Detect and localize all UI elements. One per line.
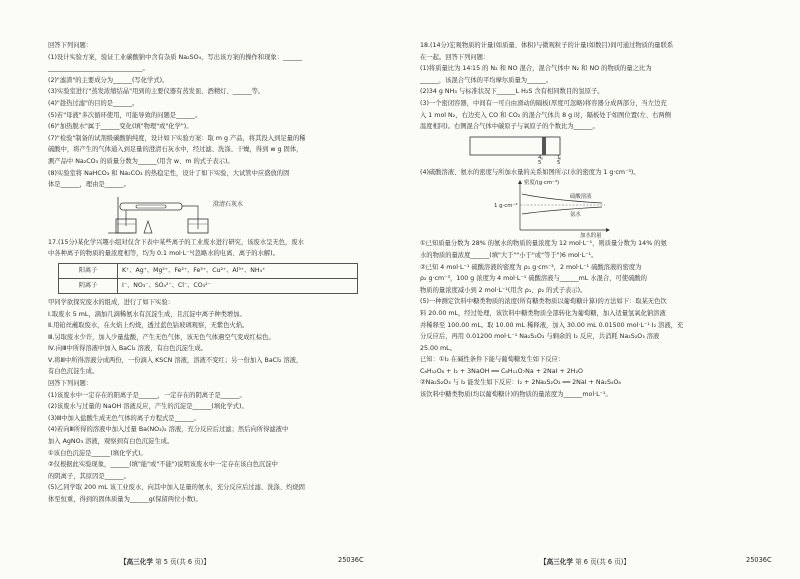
- text-line: (4)"趁热过滤"的目的是______。: [48, 99, 139, 107]
- figure-label: 澄清石灰水: [213, 200, 244, 208]
- text-line: C₆H₁₂O₆ + I₂ + 3NaOH ══ C₆H₁₁O₇Na + 2NaI + 2H₂O: [420, 367, 583, 375]
- text-line: (4)若向Ⅲ所得的溶液中加入过量 Ba(NO₃)₂ 溶液，充分反应后过滤；然后向所得滤液中: [48, 426, 289, 434]
- text-line: 硫酸中，将产生的气体通入到足量的澄清石灰水中，经过滤、洗涤、干燥，得到 w g 固体，: [48, 146, 303, 154]
- graph-ammonia-label: 氨水: [570, 212, 581, 219]
- text-line: 温度相同)。右侧混合气体中碳原子与氧原子的个数比为______。: [420, 123, 599, 131]
- table-row: [59, 278, 358, 293]
- text-line: 水的物质的量浓度______(填"大于""小于"或"等于")6 mol·L⁻¹。: [420, 251, 598, 259]
- text-line: ①已知质量分数为 28% 的氨水的物质的量浓度为 12 mol·L⁻¹，则质量分数为 14% 的氨: [420, 240, 667, 248]
- table-cell: K⁺、Ag⁺、Mg²⁺、Fe²⁺、Fe³⁺、Cu²⁺、Al³⁺、NH₄⁺: [118, 263, 358, 278]
- text-line: ②Na₂S₂O₃ 与 I₂ 能发生如下反应：I₂ + 2Na₂S₂O₃ ══ 2NaI + Na₂S₄O₆: [420, 379, 621, 387]
- question-18-block: [420, 40, 782, 133]
- text-line: (1)将质量比为 14∶15 的 N₂ 和 NO 混合，混合气体中 N₂ 和 NO 的物质的量之比为: [420, 65, 652, 73]
- text-line: (7)"检验"制备的试剂级碳酸钠纯度，设计如下实验方案：取 m g 产品，将其投入到足量的稀: [48, 134, 306, 142]
- graph-x-label: 加水的量: [580, 233, 602, 240]
- footer-subject: 【高三化学: [120, 558, 153, 566]
- text-line: ②仅根据此实验现象，______(填"能"或"不能")说明该废水中一定存在该白色沉淀中: [48, 461, 278, 469]
- text-line: (2)34 g NH₃ 与标准状况下______L H₂S 含有相同数目的氢原子。: [420, 88, 604, 96]
- fraction-right: 1 5: [557, 154, 561, 166]
- text-line: (1)设计实验方案，验证工业碳酸钠中含有杂质 Na₂SO₄，写出该方案的操作和现象：______: [48, 53, 302, 61]
- text-line: (6)"加热脱水"属于______变化(填"物理"或"化学")。: [48, 123, 193, 131]
- text-line: Ⅲ.另取废水少许，加入少量盐酸，产生无色气体，该无色气体遇空气变成红棕色。: [48, 333, 275, 341]
- graph-ref-label: 1 g·cm⁻³: [494, 203, 518, 210]
- text-line: ①该白色沉淀是______(填化学式)。: [48, 449, 147, 457]
- footer-page-number: 第 5 页(共 6 页)】: [155, 558, 210, 566]
- table-cell: I⁻、NO₃⁻、SO₄²⁻、Cl⁻、CO₃²⁻: [118, 278, 358, 293]
- text-line: ______________________________。: [48, 65, 149, 73]
- text-line: (2)该废水与过量的 NaOH 溶液反应，产生的沉淀是______(填化学式)。: [48, 403, 248, 411]
- fraction-left: 4 5: [538, 154, 542, 166]
- footer-left-code: 25036C: [338, 556, 364, 564]
- text-line: Ⅰ.取废水 5 mL，滴加几滴稀氨水有沉淀生成，且沉淀中离子种类增加。: [48, 310, 246, 318]
- text-line: 回答下列问题：: [48, 42, 93, 49]
- text-line: 体是______，理由是______。: [48, 181, 130, 189]
- table-cell: 阳离子: [59, 263, 118, 278]
- question-18-rest: [420, 238, 782, 400]
- text-line: 在一起。回答下列问题：: [420, 53, 490, 61]
- text-line: 的阴离子，其原因是______。: [48, 472, 130, 480]
- graph-sulfuric-label: 硫酸溶液: [570, 194, 592, 201]
- text-line: ②已知 4 mol·L⁻¹ 硫酸溶液的密度为 ρ₁ g·cm⁻³，2 mol·L⁻¹ 硫酸溶液的密度为: [420, 263, 642, 271]
- text-line: (5)若"母液"多次循环使用，可能导致的问题是______。: [48, 111, 202, 119]
- text-line: (8)实验室将 NaHCO₃ 和 Na₂CO₃ 的热稳定性，设计了如下实验，大试管中应盛放的固: [48, 169, 290, 177]
- text-line: (5)乙同学取 200 mL 该工业废水，向其中加入足量的氨水，充分反应后过滤、洗涤、灼烧固: [48, 484, 305, 492]
- text-line: 并稀释至 100.00 mL。取 10.00 mL 稀释液，加入 30.00 mL 0.01500 mol·L⁻¹ I₂ 溶液，充: [420, 321, 684, 329]
- text-line: 该饮料中糖类物质(均以葡萄糖计)的物质的量浓度为______mol·L⁻¹。: [420, 391, 612, 399]
- footer-page-number: 第 6 页(共 6 页)】: [575, 558, 630, 566]
- footer-subject: 【高三化学: [540, 558, 573, 566]
- text-line: Ⅳ.向Ⅲ中所得溶液中加入 BaCl₂ 溶液，有白色沉淀生成。: [48, 345, 207, 353]
- text-line: ______，该混合气体的平均摩尔质量为______。: [420, 76, 553, 84]
- text-line: 18.(14分)宏观物质的计量(如质量、体积)与微观粒子的计量(如数目)间可通过物质的量联系: [420, 42, 674, 49]
- text-line: Ⅱ.用铂丝蘸取废水，在火焰上灼烧，透过蓝色钴玻璃观察，无紫色火焰。: [48, 322, 249, 330]
- text-line: 回答下列问题：: [48, 380, 93, 388]
- graph-y-label: 密度/(g·cm⁻³): [524, 180, 560, 187]
- footer-left: [120, 556, 210, 566]
- text-line: 有白色沉淀生成。: [48, 368, 99, 376]
- ion-table: [58, 263, 358, 294]
- text-line: (3)一个密闭容器，中间有一可自由滑动的隔板(厚度可忽略)将容器分成两部分，当左边充: [420, 99, 667, 107]
- text-line: (2)"滤渣"的主要成分为______(写化学式)。: [48, 76, 169, 84]
- text-line: Ⅴ.将Ⅲ中所得溶液分成两份，一份滴入 KSCN 溶液，溶液不变红；另一份加入 BaCl₂ 溶液，: [48, 356, 303, 364]
- text-line: 料 20.00 mL，经过处理，该饮料中糖类物质全部转化为葡萄糖，加入适量氢氧化钠溶液: [420, 309, 666, 317]
- text-line: 17.(15分)某化学兴趣小组对仅含下表中某些离子的工业废水进行研究，该废水呈无色，废水: [48, 238, 304, 246]
- text-line: 中各种离子的物质的量浓度相等，均为 0.1 mol·L⁻¹(忽略水的电离、离子的水解)。: [48, 250, 279, 258]
- experiment-figure: [48, 193, 410, 235]
- table-cell: 阴离子: [59, 278, 118, 293]
- text-line: (1)该废水中一定存在的阳离子是______，一定存在的阴离子是______。: [48, 391, 246, 399]
- footer-right-code: 25036C: [746, 556, 772, 564]
- question-18-4: (4)硫酸溶液、氨水的密度与所加水量的关系如图所示(水的密度为 1 g·cm⁻³)。: [420, 168, 640, 176]
- container-diagram: [420, 133, 782, 167]
- text-line: 物质的量浓度减小到 2 mol·L⁻¹(用含 ρ₁、ρ₂ 的式子表示)。: [420, 286, 587, 294]
- text-line: (3)实验室进行"蒸发浓缩结晶"用到的主要仪器有蒸发皿、酒精灯、______等。: [48, 88, 265, 96]
- text-line: 甲同学欲探究废水的组成，进行了如下实验：: [48, 298, 174, 306]
- table-row: [59, 263, 358, 278]
- text-line: 25.00 mL。: [420, 344, 456, 352]
- footer-right: [540, 556, 630, 566]
- text-line: 测产品中 Na₂CO₃ 的质量分数为______(用含 w、m 的式子表示)。: [48, 157, 234, 165]
- density-curve-drawing: [420, 178, 620, 238]
- text-line: 入 1 mol N₂，右边充入 CO 和 CO₂ 的混合气体共 8 g 时，隔板处于如图位置(左、右两侧: [420, 111, 671, 119]
- text-line: (5)一种测定饮料中糖类物质的浓度(所有糖类物质以葡萄糖计算)的方法如下：取某无色饮: [420, 298, 667, 306]
- text-line: 分反应后，再用 0.01200 mol·L⁻¹ Na₂S₂O₃ 与剩余的 I₂ 反应，共消耗 Na₂S₂O₃ 溶液: [420, 333, 660, 341]
- text-line: 加入 AgNO₃ 溶液，观察到有白色沉淀生成。: [48, 438, 174, 446]
- left-column: [48, 40, 410, 506]
- text-line: (3)Ⅲ中加入盐酸生成无色气体的离子方程式是______。: [48, 414, 200, 422]
- right-column: [420, 40, 782, 401]
- question-17-body: [48, 297, 410, 506]
- text-line: 体至恒重，得到的固体质量为______g(保留两位小数)。: [48, 496, 202, 503]
- text-line: ρ₂ g·cm⁻³，100 g 浓度为 4 mol·L⁻¹ 硫酸溶液与______mL 水混合，可使硫酸的: [420, 275, 647, 283]
- partition-drawing: [420, 133, 620, 167]
- question-17-intro: [48, 237, 410, 260]
- text-line: 已知：①I₂ 在碱性条件下能与葡萄糖发生如下反应：: [420, 356, 565, 364]
- density-graph: [420, 178, 782, 238]
- left-question-block: [48, 40, 410, 191]
